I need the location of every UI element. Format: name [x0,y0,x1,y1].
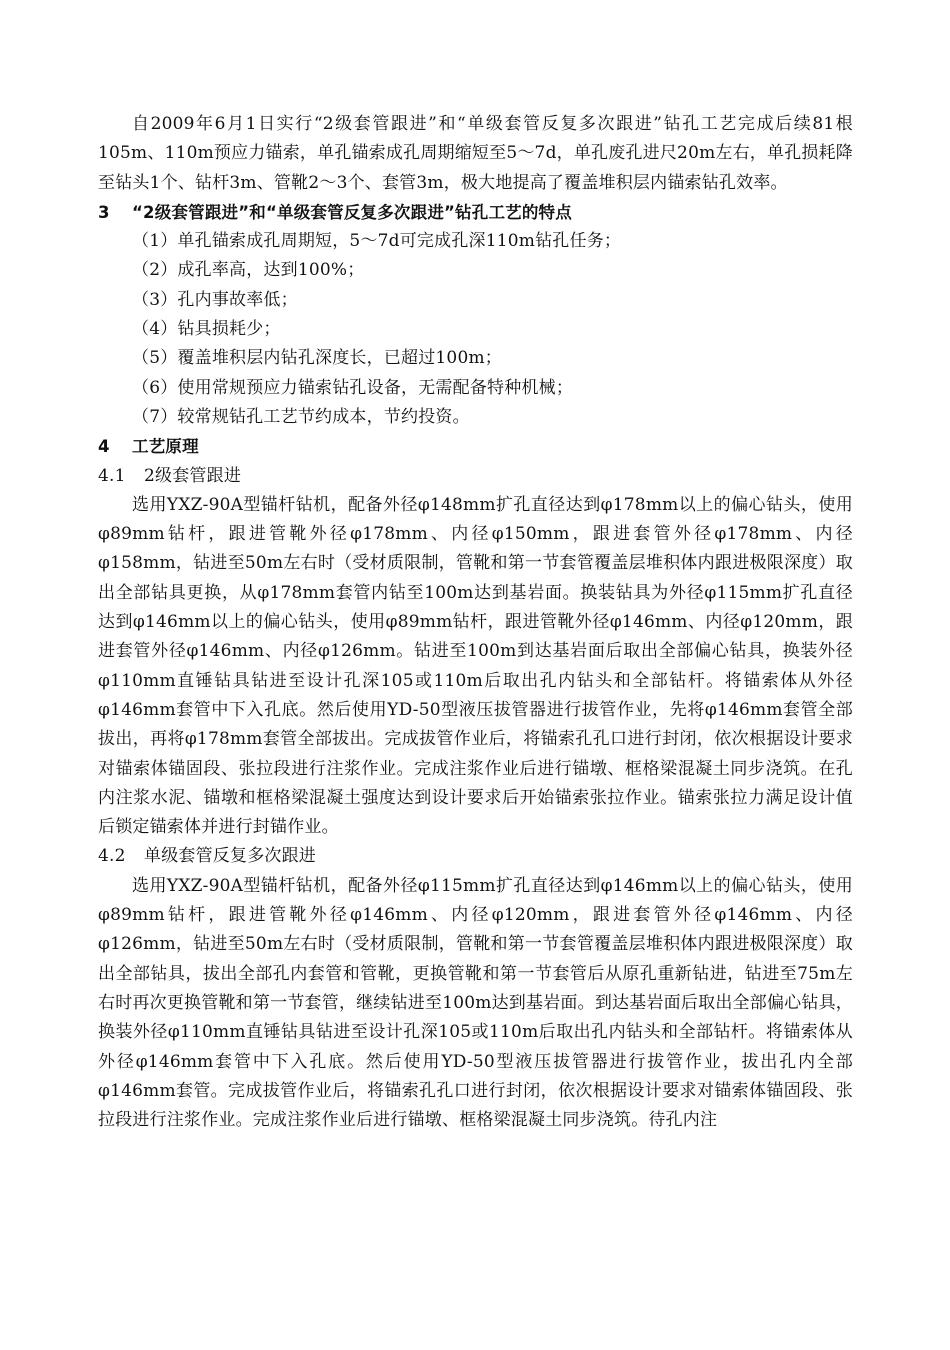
section-4-2-title: 单级套管反复多次跟进 [144,846,316,867]
section-4-1-heading [98,462,853,491]
section-4-2-number: 4.2 [98,846,126,867]
intro-paragraph: 自2009年6月1日实行“2级套管跟进”和“单级套管反复多次跟进”钻孔工艺完成后续81根105m、110m预应力锚索，单孔锚索成孔周期缩短至5～7d，单孔废孔进尺20m左右，单孔损耗降至钻头1个、钻杆3m、管靴2～3个、套管3m，极大地提高了覆盖堆积层内锚索钻孔效率。 [98,114,854,193]
section-4-number: 4 [98,437,110,457]
section-4-heading [98,432,853,461]
feature-item-2: （2）成孔率高，达到100%； [132,260,365,281]
feature-item-6: （6）使用常规预应力锚索钻孔设备，无需配备特种机械； [132,377,574,398]
section-3-heading [98,198,853,227]
section-4-2-heading [98,842,853,871]
feature-item-3: （3）孔内事故率低； [132,289,298,310]
section-4-1-title: 2级套管跟进 [144,465,242,486]
feature-item-5: （5）覆盖堆积层内钻孔深度长，已超过100m； [132,348,502,369]
section-4-title: 工艺原理 [132,437,199,457]
feature-item-1: （1）单孔锚索成孔周期短，5～7d可完成孔深110m钻孔任务； [132,231,622,252]
feature-item-7: （7）较常规钻孔工艺节约成本，节约投资。 [132,406,470,427]
section-4-1-paragraph: 选用YXZ-90A型锚杆钻机，配备外径φ148mm扩孔直径达到φ178mm以上的偏心钻头，使用φ89mm钻杆，跟进管靴外径φ178mm、内径φ150mm，跟进套管外径φ178mm、内径φ158mm，钻进至50m左右时（受材质限制，管靴和第一节套管覆盖层堆积体内跟进极限深度）取出全部钻具更换，从φ178mm套管内钻至100m达到基岩面。换装钻具为外径φ115mm扩孔直径达到φ146mm以上的偏心钻头，使用φ89mm钻杆，跟进管靴外径φ146mm、内径φ120mm，跟进套管外径φ146mm、内径φ126mm。钻进至100m到达基岩面后取出全部偏心钻具，换装外径φ110mm直锤钻具钻进至设计孔深105或110m后取出孔内钻头和全部钻杆。将锚索体从外径φ146mm套管中下入孔底。然后使用YD-50型液压拔管器进行拔管作业，先将φ146mm套管全部拔出，再将φ178mm套管全部拔出。完成拔管作业后，将锚索孔孔口进行封闭，依次根据设计要求对锚索体锚固段、张拉段进行注浆作业。完成注浆作业后进行锚墩、框格梁混凝土同步浇筑。在孔内注浆水泥、锚墩和框格梁混凝土强度达到设计要求后开始锚索张拉作业。锚索张拉力满足设计值后锁定锚索体并进行封锚作业。 [98,494,853,838]
feature-item-4: （4）钻具损耗少； [132,319,281,340]
section-3-title: “2级套管跟进”和“单级套管反复多次跟进”钻孔工艺的特点 [132,202,572,222]
section-4-2-paragraph: 选用YXZ-90A型锚杆钻机，配备外径φ115mm扩孔直径达到φ146mm以上的偏心钻头，使用φ89mm钻杆，跟进管靴外径φ146mm、内径φ120mm，跟进套管外径φ146mm、内径φ126mm，钻进至50m左右时（受材质限制，管靴和第一节套管覆盖层堆积体内跟进极限深度）取出全部钻具，拔出全部孔内套管和管靴，更换管靴和第一节套管后从原孔重新钻进，钻进至75m左右时再次更换管靴和第一节套管，继续钻进至100m达到基岩面。到达基岩面后取出全部偏心钻具，换装外径φ110mm直锤钻具钻进至设计孔深105或110m后取出孔内钻头和全部钻杆。将锚索体从外径φ146mm套管中下入孔底。然后使用YD-50型液压拔管器进行拔管作业，拔出孔内全部φ146mm套管。完成拔管作业后，将锚索孔孔口进行封闭，依次根据设计要求对锚索体锚固段、张拉段进行注浆作业。完成注浆作业后进行锚墩、框格梁混凝土同步浇筑。待孔内注 [98,875,853,1131]
document-body [98,110,853,1135]
section-4-1-number: 4.1 [98,465,126,486]
section-3-number: 3 [98,202,110,222]
